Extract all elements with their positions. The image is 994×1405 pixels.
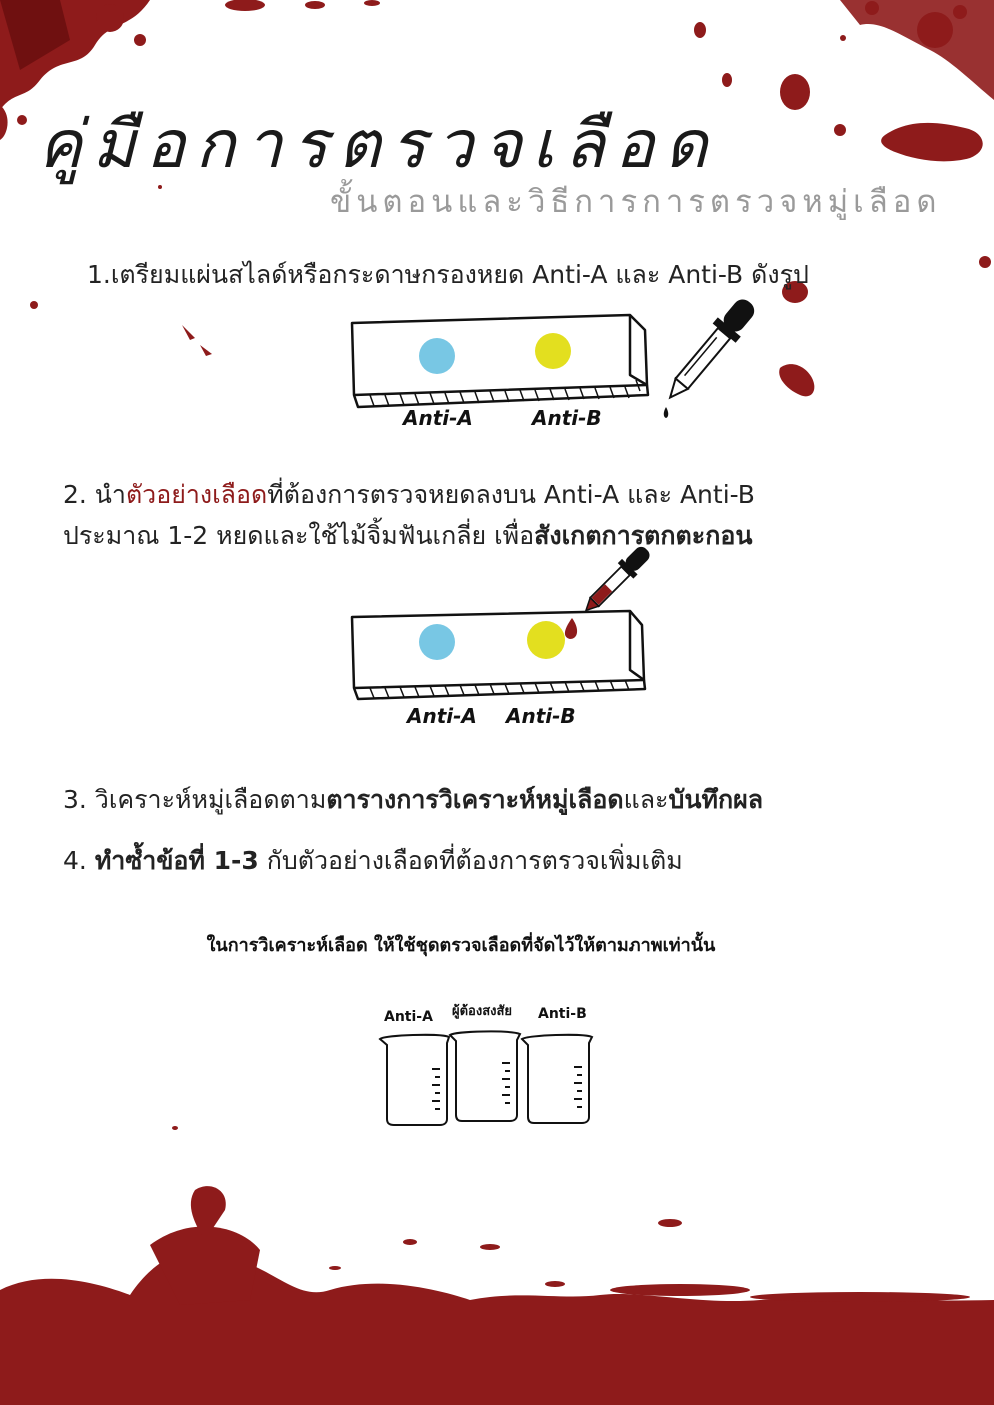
step-2-line-1: [63, 475, 755, 515]
slide-illustration-1: [340, 285, 700, 435]
step-3-bold-2: บันทึกผล: [668, 785, 764, 814]
beaker-set-illustration: [370, 995, 610, 1135]
step-1-text: 1.เตรียมแผ่นสไลด์หรือกระดาษกรองหยด Anti-A และ Anti-B ดังรูป: [87, 260, 809, 289]
step-4-text: [63, 841, 683, 881]
step-2-highlight: ตัวอย่างเลือด: [125, 480, 268, 509]
beaker-label-right: Anti-B: [538, 1006, 587, 1022]
step-3-mid: และ: [623, 785, 669, 814]
step-3-text: [63, 780, 763, 820]
slide-1-label-a: Anti-A: [403, 406, 473, 430]
anti-b-drop: [535, 333, 571, 369]
step-3-bold-1: ตารางการวิเคราะห์หมู่เลือด: [326, 785, 624, 814]
slide-1-label-b: Anti-B: [532, 406, 602, 430]
usage-note: ในการวิเคราะห์เลือด ให้ใช้ชุดตรวจเลือดที่จัดไว้ให้ตามภาพเท่านั้น: [206, 935, 716, 956]
step-4-bold: ทำซ้ำข้อที่ 1-3: [94, 846, 259, 875]
page-title: คู่มือการตรวจเลือด: [38, 106, 718, 183]
beaker-label-middle: ผู้ต้องสงสัย: [452, 1004, 513, 1019]
slide-2-label-a: Anti-A: [407, 704, 477, 728]
blood-dropper-icon: [565, 540, 655, 630]
step-4-suffix: กับตัวอย่างเลือดที่ต้องการตรวจเพิ่มเติม: [258, 846, 683, 875]
step-2-prefix: 2. นำ: [63, 480, 126, 509]
anti-a-drop: [419, 624, 455, 660]
beaker-middle: [450, 1031, 520, 1121]
step-2-suffix: ที่ต้องการตรวจหยดลงบน Anti-A และ Anti-B: [267, 480, 755, 509]
step-2-line-2-plain: ประมาณ 1-2 หยดและใช้ไม้จิ้มฟันเกลี่ย เพื่อ: [63, 521, 535, 550]
beaker-left: [380, 1035, 449, 1125]
step-4-prefix: 4.: [63, 846, 95, 875]
beaker-right: [522, 1035, 592, 1123]
step-2-line-2-bold: สังเกตการตกตะกอน: [534, 521, 753, 550]
page-subtitle: ขั้นตอนและวิธีการการตรวจหมู่เลือด: [330, 184, 942, 220]
beaker-label-left: Anti-A: [384, 1009, 433, 1025]
step-3-prefix: 3. วิเคราะห์หมู่เลือดตาม: [63, 785, 327, 814]
anti-b-drop: [527, 621, 565, 659]
slide-2-label-b: Anti-B: [506, 704, 576, 728]
dropper-icon: [655, 290, 765, 425]
anti-a-drop: [419, 338, 455, 374]
